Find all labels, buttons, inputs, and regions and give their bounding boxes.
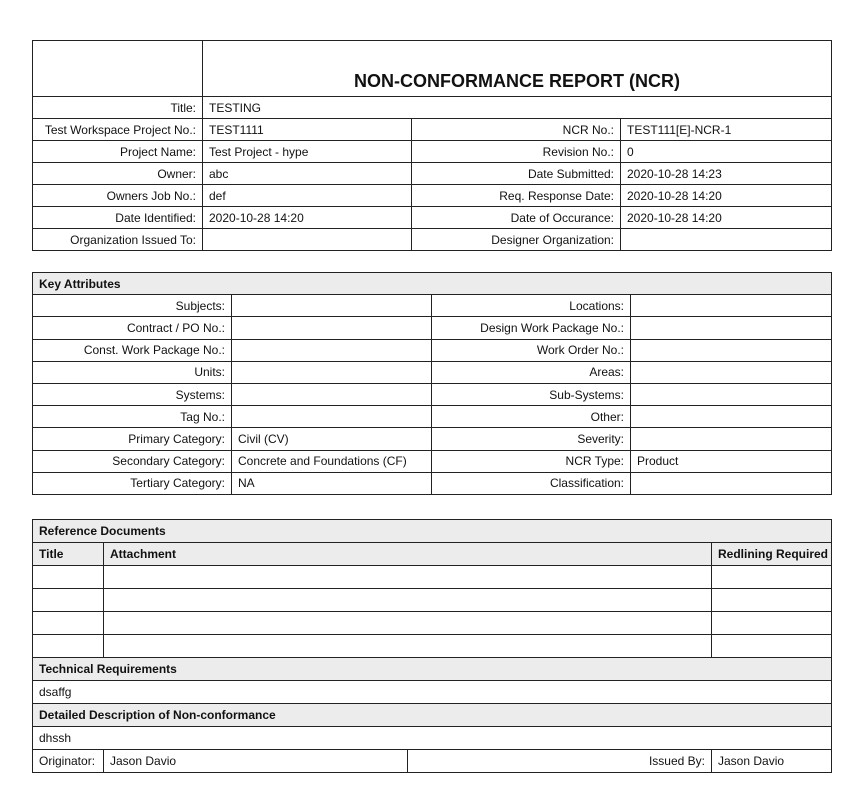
field-label: Owner: (33, 163, 203, 185)
detailed-description-heading: Detailed Description of Non-conformance (33, 704, 832, 727)
field-label: Date Submitted: (412, 163, 621, 185)
detailed-description-value: dhssh (33, 727, 832, 750)
field-value: 2020-10-28 14:20 (621, 207, 832, 229)
originator-label: Originator: (33, 750, 104, 773)
attribute-label: Sub-Systems: (432, 383, 631, 405)
attribute-label: Units: (33, 361, 232, 383)
attribute-value (631, 295, 832, 317)
footer-row (33, 750, 832, 773)
attribute-label: Areas: (432, 361, 631, 383)
column-header-title: Title (33, 543, 104, 566)
attribute-value (631, 428, 832, 450)
attribute-value (232, 383, 432, 405)
attribute-label: Severity: (432, 428, 631, 450)
field-value: 2020-10-28 14:20 (621, 185, 832, 207)
header-row (33, 229, 832, 251)
field-label: Test Workspace Project No.: (33, 119, 203, 141)
reference-title-cell (33, 612, 104, 635)
reference-documents-table (32, 519, 832, 773)
field-label: Project Name: (33, 141, 203, 163)
attribute-row (33, 406, 832, 428)
attribute-row (33, 428, 832, 450)
attribute-value (232, 406, 432, 428)
reference-redlining-cell (712, 566, 832, 589)
issued-by-label: Issued By: (408, 750, 712, 773)
reference-attachment-cell (104, 566, 712, 589)
title-value: TESTING (203, 97, 832, 119)
attribute-value (232, 317, 432, 339)
reference-title-cell (33, 635, 104, 658)
attribute-label: Work Order No.: (432, 339, 631, 361)
field-value (621, 229, 832, 251)
attribute-value (631, 383, 832, 405)
reference-attachment-cell (104, 635, 712, 658)
attribute-value: NA (232, 472, 432, 494)
reference-title-cell (33, 566, 104, 589)
field-value: def (203, 185, 412, 207)
field-value: TEST111[E]-NCR-1 (621, 119, 832, 141)
attribute-label: Design Work Package No.: (432, 317, 631, 339)
ncr-header-table (32, 40, 832, 251)
originator-value: Jason Davio (104, 750, 408, 773)
attribute-value (631, 406, 832, 428)
section-header-row (33, 704, 832, 727)
reference-redlining-cell (712, 635, 832, 658)
attribute-row (33, 339, 832, 361)
attribute-label: Primary Category: (33, 428, 232, 450)
field-label: NCR No.: (412, 119, 621, 141)
attribute-row (33, 295, 832, 317)
attribute-value (631, 339, 832, 361)
issued-by-value: Jason Davio (712, 750, 832, 773)
field-label: Req. Response Date: (412, 185, 621, 207)
column-header-attachment: Attachment (104, 543, 712, 566)
column-header-redlining: Redlining Required (712, 543, 832, 566)
field-value: 2020-10-28 14:20 (203, 207, 412, 229)
attribute-value (232, 295, 432, 317)
header-row-title (33, 97, 832, 119)
header-title-row (33, 41, 832, 97)
attribute-value: Concrete and Foundations (CF) (232, 450, 432, 472)
attribute-label: Other: (432, 406, 631, 428)
attribute-value (232, 361, 432, 383)
report-title: NON-CONFORMANCE REPORT (NCR) (203, 41, 832, 97)
attribute-row (33, 472, 832, 494)
field-value: 2020-10-28 14:23 (621, 163, 832, 185)
attribute-value (631, 472, 832, 494)
reference-row (33, 612, 832, 635)
attribute-label: Tag No.: (33, 406, 232, 428)
reference-attachment-cell (104, 589, 712, 612)
field-value: abc (203, 163, 412, 185)
attribute-row (33, 361, 832, 383)
reference-title-cell (33, 589, 104, 612)
reference-row (33, 589, 832, 612)
field-label: Date Identified: (33, 207, 203, 229)
header-blank-cell (33, 41, 203, 97)
key-attributes-heading: Key Attributes (33, 273, 832, 295)
field-label: Owners Job No.: (33, 185, 203, 207)
reference-redlining-cell (712, 589, 832, 612)
attribute-value (631, 361, 832, 383)
reference-row (33, 566, 832, 589)
technical-requirements-row (33, 681, 832, 704)
section-header-row (33, 273, 832, 295)
header-row (33, 119, 832, 141)
field-label: Date of Occurance: (412, 207, 621, 229)
attribute-row (33, 383, 832, 405)
reference-attachment-cell (104, 612, 712, 635)
attribute-label: Systems: (33, 383, 232, 405)
attribute-label: Tertiary Category: (33, 472, 232, 494)
reference-columns-row (33, 543, 832, 566)
header-row (33, 141, 832, 163)
attribute-value: Civil (CV) (232, 428, 432, 450)
attribute-value: Product (631, 450, 832, 472)
reference-redlining-cell (712, 612, 832, 635)
attribute-label: Classification: (432, 472, 631, 494)
header-row (33, 185, 832, 207)
attribute-row (33, 450, 832, 472)
field-value: TEST1111 (203, 119, 412, 141)
technical-requirements-heading: Technical Requirements (33, 658, 832, 681)
attribute-label: Secondary Category: (33, 450, 232, 472)
reference-documents-heading: Reference Documents (33, 520, 832, 543)
technical-requirements-value: dsaffg (33, 681, 832, 704)
attribute-label: Locations: (432, 295, 631, 317)
section-header-row (33, 658, 832, 681)
attribute-value (631, 317, 832, 339)
attribute-label: NCR Type: (432, 450, 631, 472)
field-label: Designer Organization: (412, 229, 621, 251)
detailed-description-row (33, 727, 832, 750)
header-row (33, 163, 832, 185)
field-value (203, 229, 412, 251)
key-attributes-table (32, 272, 832, 495)
field-value: Test Project - hype (203, 141, 412, 163)
title-label: Title: (33, 97, 203, 119)
field-label: Organization Issued To: (33, 229, 203, 251)
header-row (33, 207, 832, 229)
reference-row (33, 635, 832, 658)
attribute-label: Subjects: (33, 295, 232, 317)
attribute-value (232, 339, 432, 361)
field-value: 0 (621, 141, 832, 163)
attribute-label: Const. Work Package No.: (33, 339, 232, 361)
section-header-row (33, 520, 832, 543)
attribute-row (33, 317, 832, 339)
field-label: Revision No.: (412, 141, 621, 163)
attribute-label: Contract / PO No.: (33, 317, 232, 339)
